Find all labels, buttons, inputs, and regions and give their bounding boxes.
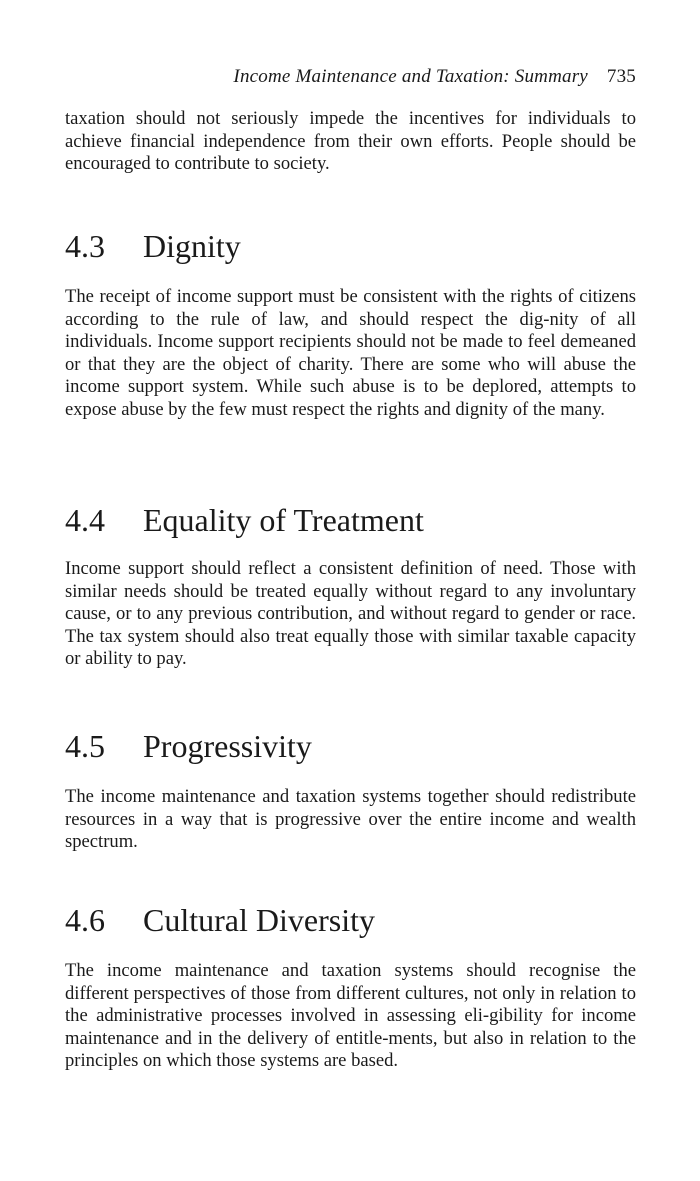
section-title: Cultural Diversity — [143, 902, 375, 938]
section-number: 4.5 — [65, 728, 105, 764]
section-4-6 — [65, 900, 636, 1073]
intro-paragraph: taxation should not seriously impede the incentives for individuals to achieve financial independence from their own efforts. People should be encouraged to contribute to society. — [65, 108, 636, 175]
section-4-4 — [65, 500, 636, 671]
section-title: Progressivity — [143, 728, 312, 764]
section-4-3 — [65, 226, 636, 422]
intro-block — [65, 108, 636, 176]
section-number: 4.4 — [65, 502, 105, 538]
page-number: 735 — [606, 66, 636, 87]
section-title: Dignity — [143, 228, 241, 264]
section-heading — [65, 900, 636, 940]
running-head — [0, 66, 636, 88]
section-paragraph: The income maintenance and taxation systems together should redistribute resources in a way that is progressive over the entire income and wealth spectrum. — [65, 786, 636, 853]
section-number: 4.3 — [65, 228, 105, 264]
section-4-5 — [65, 726, 636, 854]
section-number: 4.6 — [65, 902, 105, 938]
section-paragraph: The receipt of income support must be consistent with the rights of citizens according to the rule of law, and should respect the dig-nity of all individuals. Income support recipients should not be made to feel demeaned or that they are the object of charity. There are some who will abuse the income support system. While such abuse is to be deplored, attempts to expose abuse by the few must respect the rights and dignity of the many. — [65, 286, 636, 420]
section-paragraph: Income support should reflect a consistent definition of need. Those with similar needs should be treated equally without regard to any involuntary cause, or to any previous contribution, and without regard to gender or race. The tax system should also treat equally those with similar taxable capacity or ability to pay. — [65, 558, 636, 670]
section-heading — [65, 500, 636, 540]
section-heading — [65, 226, 636, 266]
section-paragraph: The income maintenance and taxation systems should recognise the different perspectives of those from different cultures, not only in relation to the administrative processes involved in assessing eli-gibility for income maintenance and in the delivery of entitle-ments, but also in relation to the principles on which those systems are based. — [65, 960, 636, 1072]
section-heading — [65, 726, 636, 766]
section-title: Equality of Treatment — [143, 502, 424, 538]
running-head-title: Income Maintenance and Taxation: Summary — [233, 66, 588, 87]
